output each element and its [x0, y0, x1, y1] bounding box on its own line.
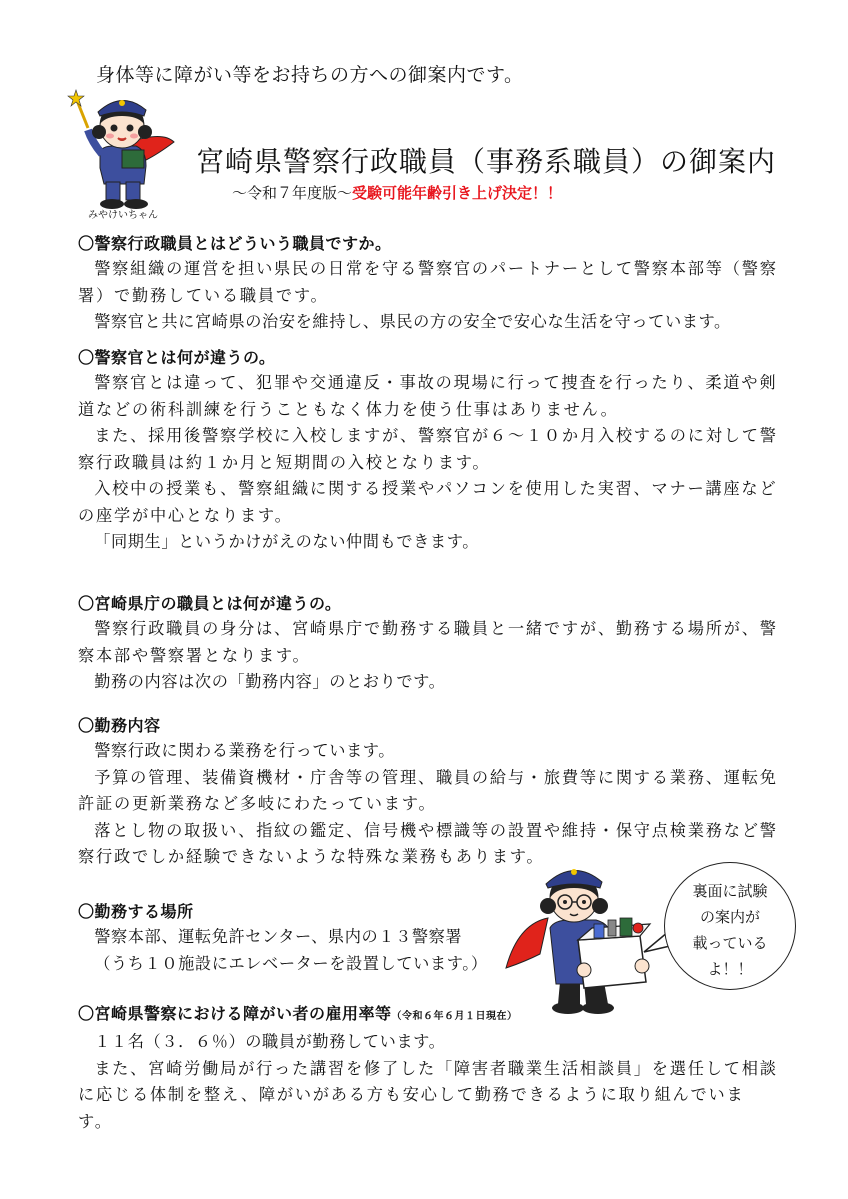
bubble-line: の案内が	[699, 908, 760, 926]
subtitle-prefix: ～令和７年度版～	[232, 184, 353, 202]
section-heading: 〇警察官とは何が違うの。	[78, 348, 276, 367]
section-paragraph: 警察官とは違って、犯罪や交通違反・事故の現場に行って捜査を行ったり、柔道や剣道などの術科訓練を行うこともなく体力を使う仕事はありません。	[78, 373, 778, 419]
section-paragraph: また、採用後警察学校に入校しますが、警察官が６～１０か月入校するのに対して警察行政職員は約１か月と短期間の入校となります。	[78, 426, 778, 472]
speech-bubble-text	[680, 878, 780, 982]
section-heading: 〇警察行政職員とはどういう職員ですか。	[78, 234, 392, 253]
section-paragraph: 警察行政に関わる業務を行っています。	[94, 741, 396, 760]
section-what-is	[78, 232, 778, 336]
bubble-line: よ！！	[707, 960, 753, 978]
section-paragraph: （うち１０施設にエレベーターを設置しています。）	[94, 953, 488, 973]
section-difference-police	[78, 346, 778, 556]
bubble-line: 載っている	[692, 934, 768, 952]
page-title: 宮崎県警察行政職員（事務系職員）の御案内	[196, 145, 777, 178]
section-difference-prefecture	[78, 592, 778, 696]
section-heading-note: （令和６年６月１日現在）	[391, 1011, 518, 1022]
section-paragraph: 勤務の内容は次の「勤務内容」のとおりです。	[94, 672, 446, 691]
section-paragraph: 警察官と共に宮崎県の治安を維持し、県民の方の安全で安心な生活を守っています。	[94, 312, 731, 331]
section-heading-text: 〇宮崎県警察における障がい者の雇用率等	[78, 1004, 392, 1023]
section-heading	[78, 1002, 778, 1029]
section-paragraph: １１名（３．６％）の職員が勤務しています。	[94, 1032, 446, 1051]
section-paragraph: 落とし物の取扱い、指紋の鑑定、信号機や標識等の設置や維持・保守点検業務など警察行政でしか経験できないような特殊な業務もあります。	[78, 820, 778, 866]
section-paragraph: 警察組織の運営を担い県民の日常を守る警察官のパートナーとして警察本部等（警察署）で勤務している職員です。	[78, 259, 778, 305]
subtitle-highlight: 受験可能年齢引き上げ決定！！	[352, 184, 563, 202]
section-heading: 〇宮崎県庁の職員とは何が違うの。	[78, 594, 342, 613]
section-paragraph: 警察本部、運転免許センター、県内の１３警察署	[94, 927, 463, 946]
section-paragraph: 「同期生」というかけがえのない仲間もできます。	[94, 532, 480, 551]
section-paragraph: 警察行政職員の身分は、宮崎県庁で勤務する職員と一緒ですが、勤務する場所が、警察本部や警察署となります。	[78, 619, 778, 665]
mascot-illustration-bottom	[500, 858, 660, 1018]
section-heading: 〇勤務内容	[78, 716, 161, 735]
section-paragraph: 予算の管理、装備資機材・庁舎等の管理、職員の給与・旅費等に関する業務、運転免許証の更新業務など多岐にわたっています。	[78, 767, 778, 813]
mascot-name: みやけいちゃん	[88, 210, 158, 221]
intro-text: 身体等に障がい等をお持ちの方への御案内です。	[96, 64, 524, 86]
section-workplace	[78, 900, 518, 977]
section-paragraph: また、宮崎労働局が行った講習を修了した「障害者職業生活相談員」を選任して相談に応じる体制を整え、障がいがある方も安心して勤務できるように取り組んでいます。	[78, 1058, 778, 1131]
section-duties	[78, 714, 778, 871]
bubble-line: 裏面に試験	[692, 882, 768, 900]
section-heading: 〇勤務する場所	[78, 902, 194, 921]
section-paragraph: 入校中の授業も、警察組織に関する授業やパソコンを使用した実習、マナー講座などの座学が中心となります。	[78, 479, 778, 525]
mascot-illustration-top	[66, 88, 178, 212]
section-employment-rate	[78, 1002, 778, 1135]
subtitle	[232, 182, 562, 203]
